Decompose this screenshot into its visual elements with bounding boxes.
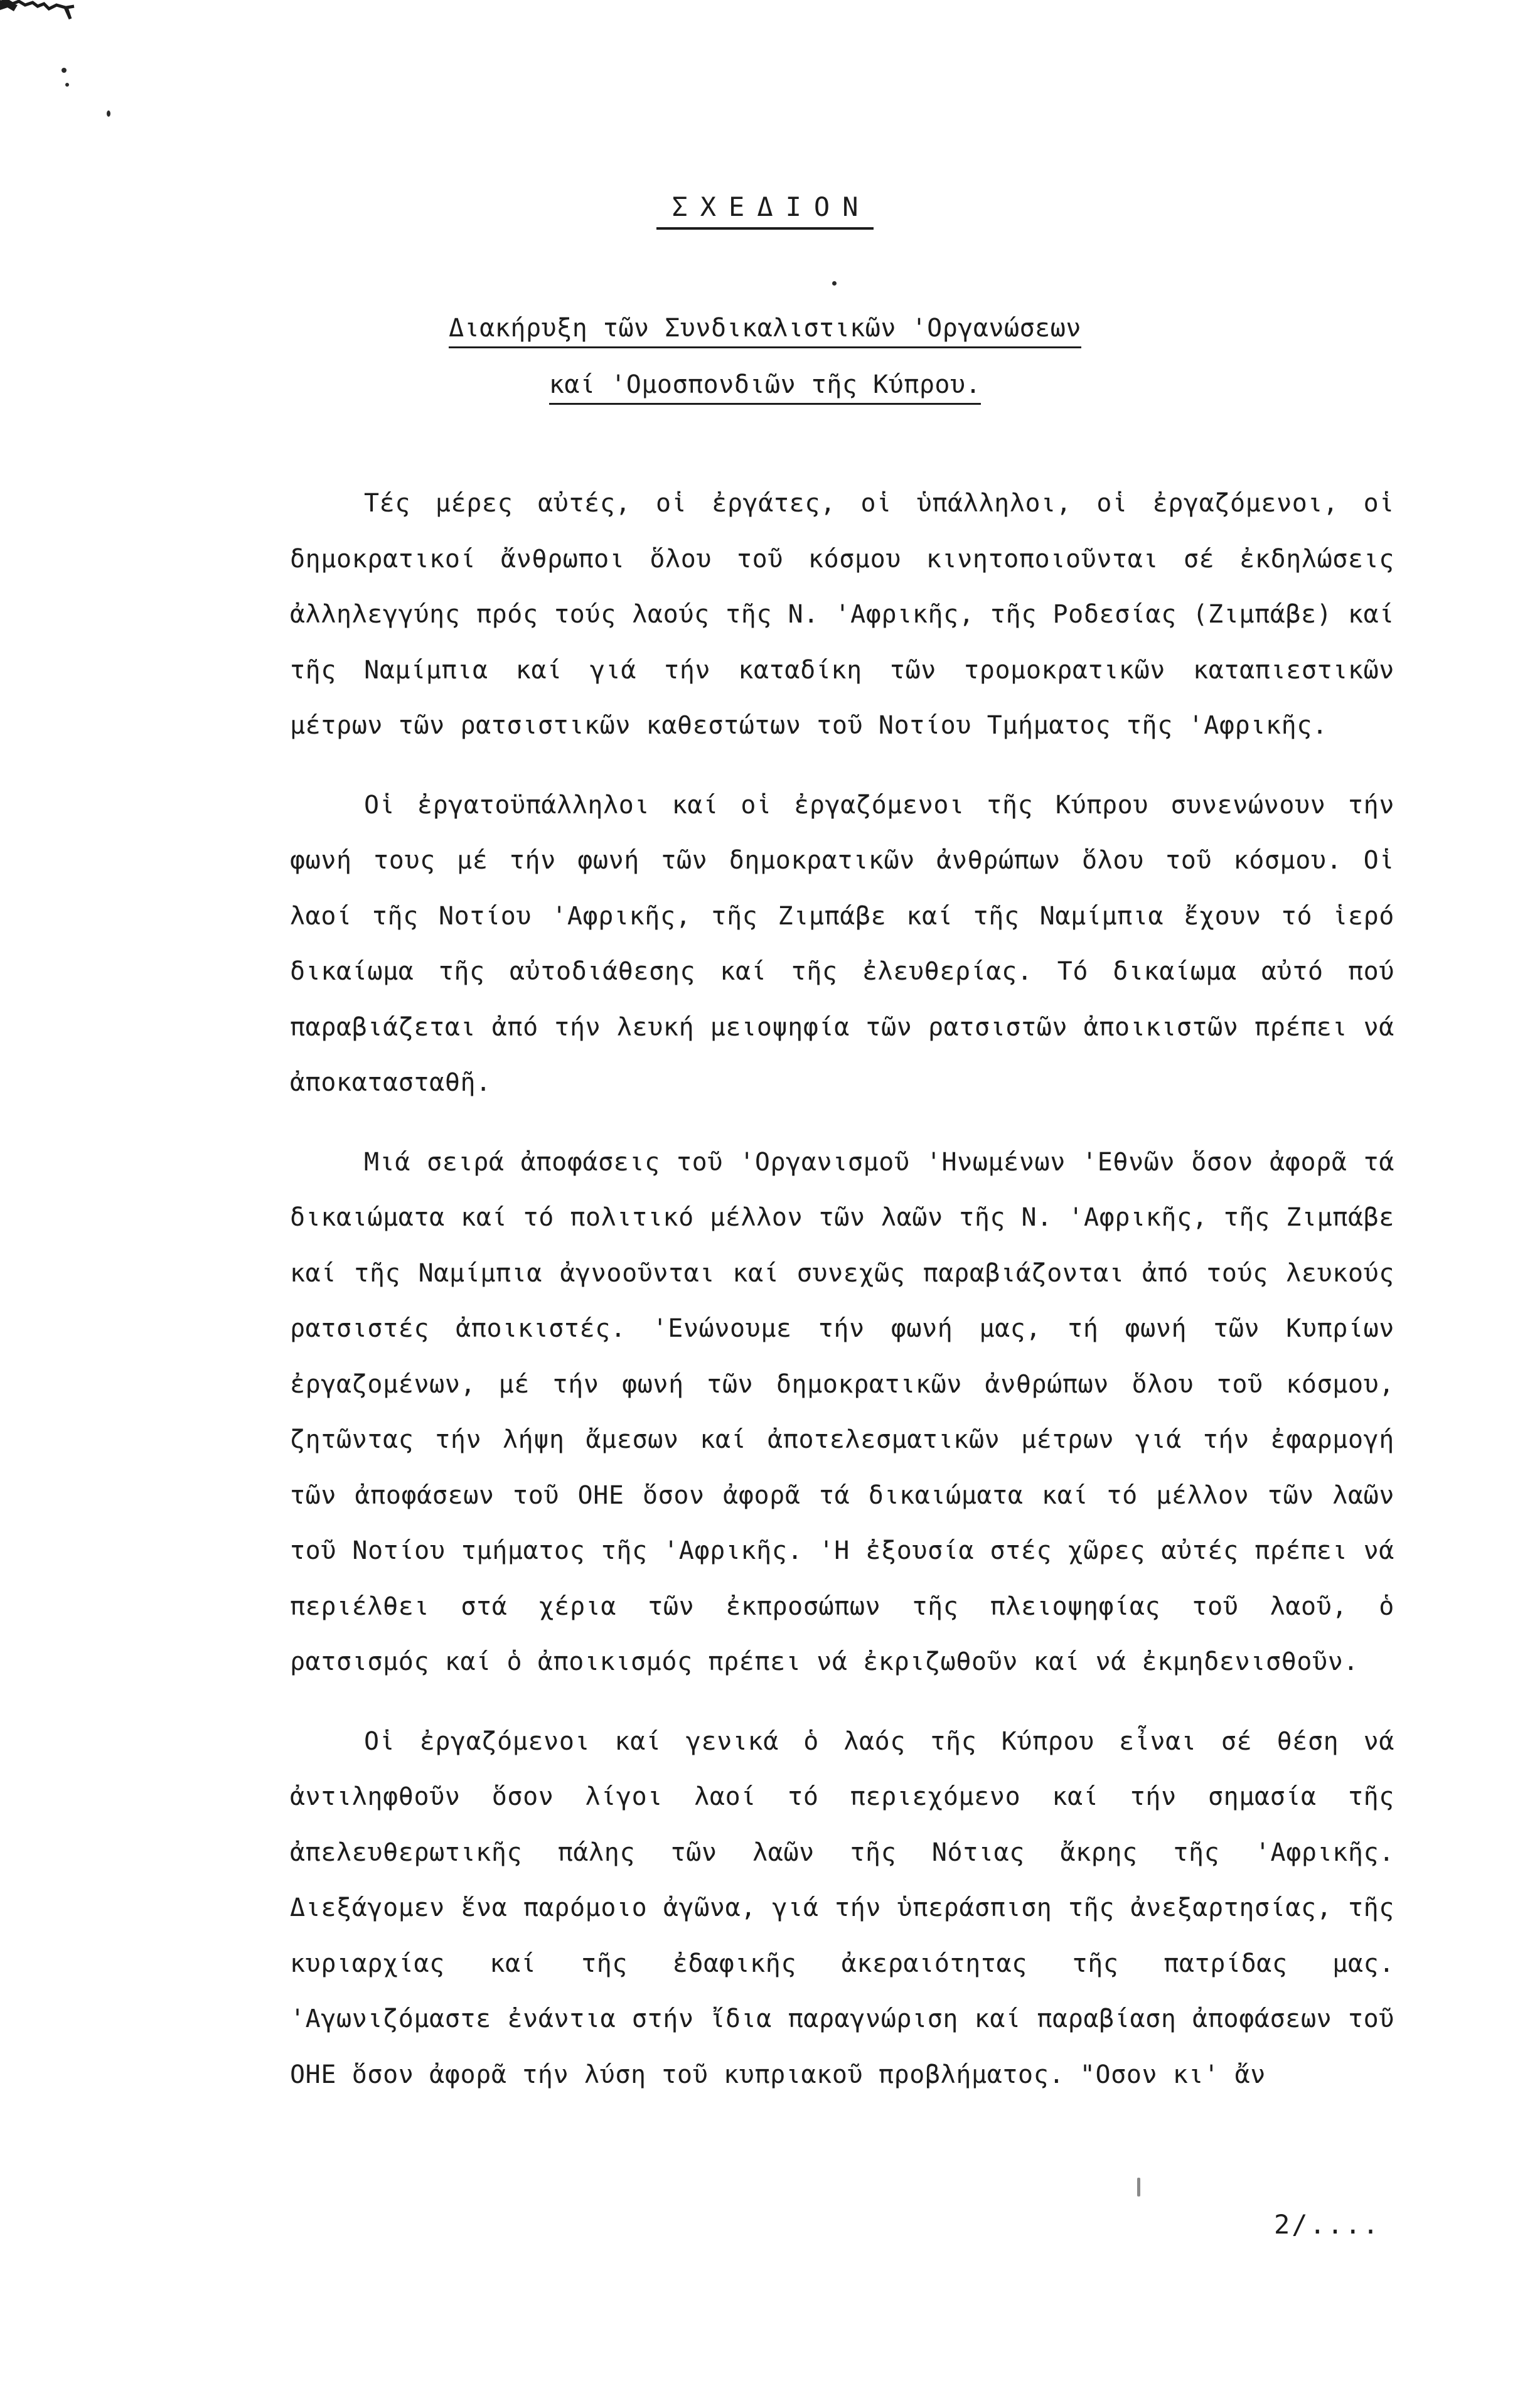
- declaration-heading-line2: καί 'Ομοσπονδιῶν τῆς Κύπρου.: [0, 370, 1530, 405]
- scan-speck: [832, 281, 837, 286]
- paragraph-2: Οἱ ἐργατοϋπάλληλοι καί οἱ ἐργαζόμενοι τῆς Κύπρου συνενώνουν τήν φωνή τους μέ τήν φωνή τῶν δημοκρατικῶν ἀνθρώπων ὅλου τοῦ κόσμου. Οἱ λαοί τῆς Νοτίου 'Αφρικῆς, τῆς Ζιμπάβε καί τῆς Ναμίμπια ἔχουν τό ἱερό δικαίωμα τῆς αὐτοδιάθεσης καί τῆς ἐλευθερίας. Τό δικαίωμα αὐτό πού παραβιάζεται ἀπό τήν λευκή μειοψηφία τῶν ρατσιστῶν ἀποικιστῶν πρέπει νά ἀποκατασταθῆ.: [290, 790, 1394, 1097]
- scan-speck: [65, 83, 69, 87]
- scan-mark-icon: [0, 0, 82, 25]
- document-title: ΣΧΕΔΙΟΝ: [0, 191, 1530, 230]
- scan-speck: [107, 110, 110, 117]
- page-number: 2/....: [1274, 2209, 1381, 2240]
- paragraph-4: Οἱ ἐργαζόμενοι καί γενικά ὁ λαός τῆς Κύπρου εἶναι σέ θέση νά ἀντιληφθοῦν ὅσον λίγοι λαοί τό περιεχόμενο καί τήν σημασία τῆς ἀπελευθερωτικῆς πάλης τῶν λαῶν τῆς Νότιας ἄκρης τῆς 'Αφρικῆς. Διεξάγομεν ἕνα παρόμοιο ἀγῶνα, γιά τήν ὑπεράσπιση τῆς ἀνεξαρτησίας, τῆς κυριαρχίας καί τῆς ἐδαφικῆς ἀκεραιότητας τῆς πατρίδας μας. 'Αγωνιζόμαστε ἐνάντια στήν ἴδια παραγνώριση καί παραβίαση ἀποφάσεων τοῦ ΟΗΕ ὅσον ἀφορᾶ τήν λύση τοῦ κυπριακοῦ προβλήματος. "Οσον κι' ἄν: [290, 1726, 1394, 2089]
- document-body: [290, 476, 1394, 2126]
- scan-speck: [62, 68, 67, 73]
- declaration-heading-line1: Διακήρυξη τῶν Συνδικαλιστικῶν 'Οργανώσεων: [0, 314, 1530, 348]
- paragraph-1: Τές μέρες αὐτές, οἱ ἐργάτες, οἱ ὑπάλληλοι, οἱ ἐργαζόμενοι, οἱ δημοκρατικοί ἄνθρωποι ὅλου τοῦ κόσμου κινητοποιοῦνται σέ ἐκδηλώσεις ἀλληλεγγύης πρός τούς λαούς τῆς Ν. 'Αφρικῆς, τῆς Ροδεσίας (Ζιμπάβε) καί τῆς Ναμίμπια καί γιά τήν καταδίκη τῶν τρομοκρατικῶν καταπιεστικῶν μέτρων τῶν ρατσιστικῶν καθεστώτων τοῦ Νοτίου Τμήματος τῆς 'Αφρικῆς.: [290, 489, 1394, 740]
- paragraph-3: Μιά σειρά ἀποφάσεις τοῦ 'Οργανισμοῦ 'Ηνωμένων 'Εθνῶν ὅσον ἀφορᾶ τά δικαιώματα καί τό πολιτικό μέλλον τῶν λαῶν τῆς Ν. 'Αφρικῆς, τῆς Ζιμπάβε καί τῆς Ναμίμπια ἀγνοοῦνται καί συνεχῶς παραβιάζονται ἀπό τούς λευκούς ρατσιστές ἀποικιστές. 'Ενώνουμε τήν φωνή μας, τή φωνή τῶν Κυπρίων ἐργαζομένων, μέ τήν φωνή τῶν δημοκρατικῶν ἀνθρώπων ὅλου τοῦ κόσμου, ζητῶντας τήν λήψη ἄμεσων καί ἀποτελεσματικῶν μέτρων γιά τήν ἐφαρμογή τῶν ἀποφάσεων τοῦ ΟΗΕ ὅσον ἀφορᾶ τά δικαιώματα καί τό μέλλον τῶν λαῶν τοῦ Νοτίου τμήματος τῆς 'Αφρικῆς. 'Η ἐξουσία στές χῶρες αὐτές πρέπει νά περιέλθει στά χέρια τῶν ἐκπροσώπων τῆς πλειοψηφίας τοῦ λαοῦ, ὁ ρατσισμός καί ὁ ἀποικισμός πρέπει νά ἐκριζωθοῦν καί νά ἐκμηδενισθοῦν.: [290, 1147, 1394, 1676]
- scan-speck: [1137, 2178, 1140, 2197]
